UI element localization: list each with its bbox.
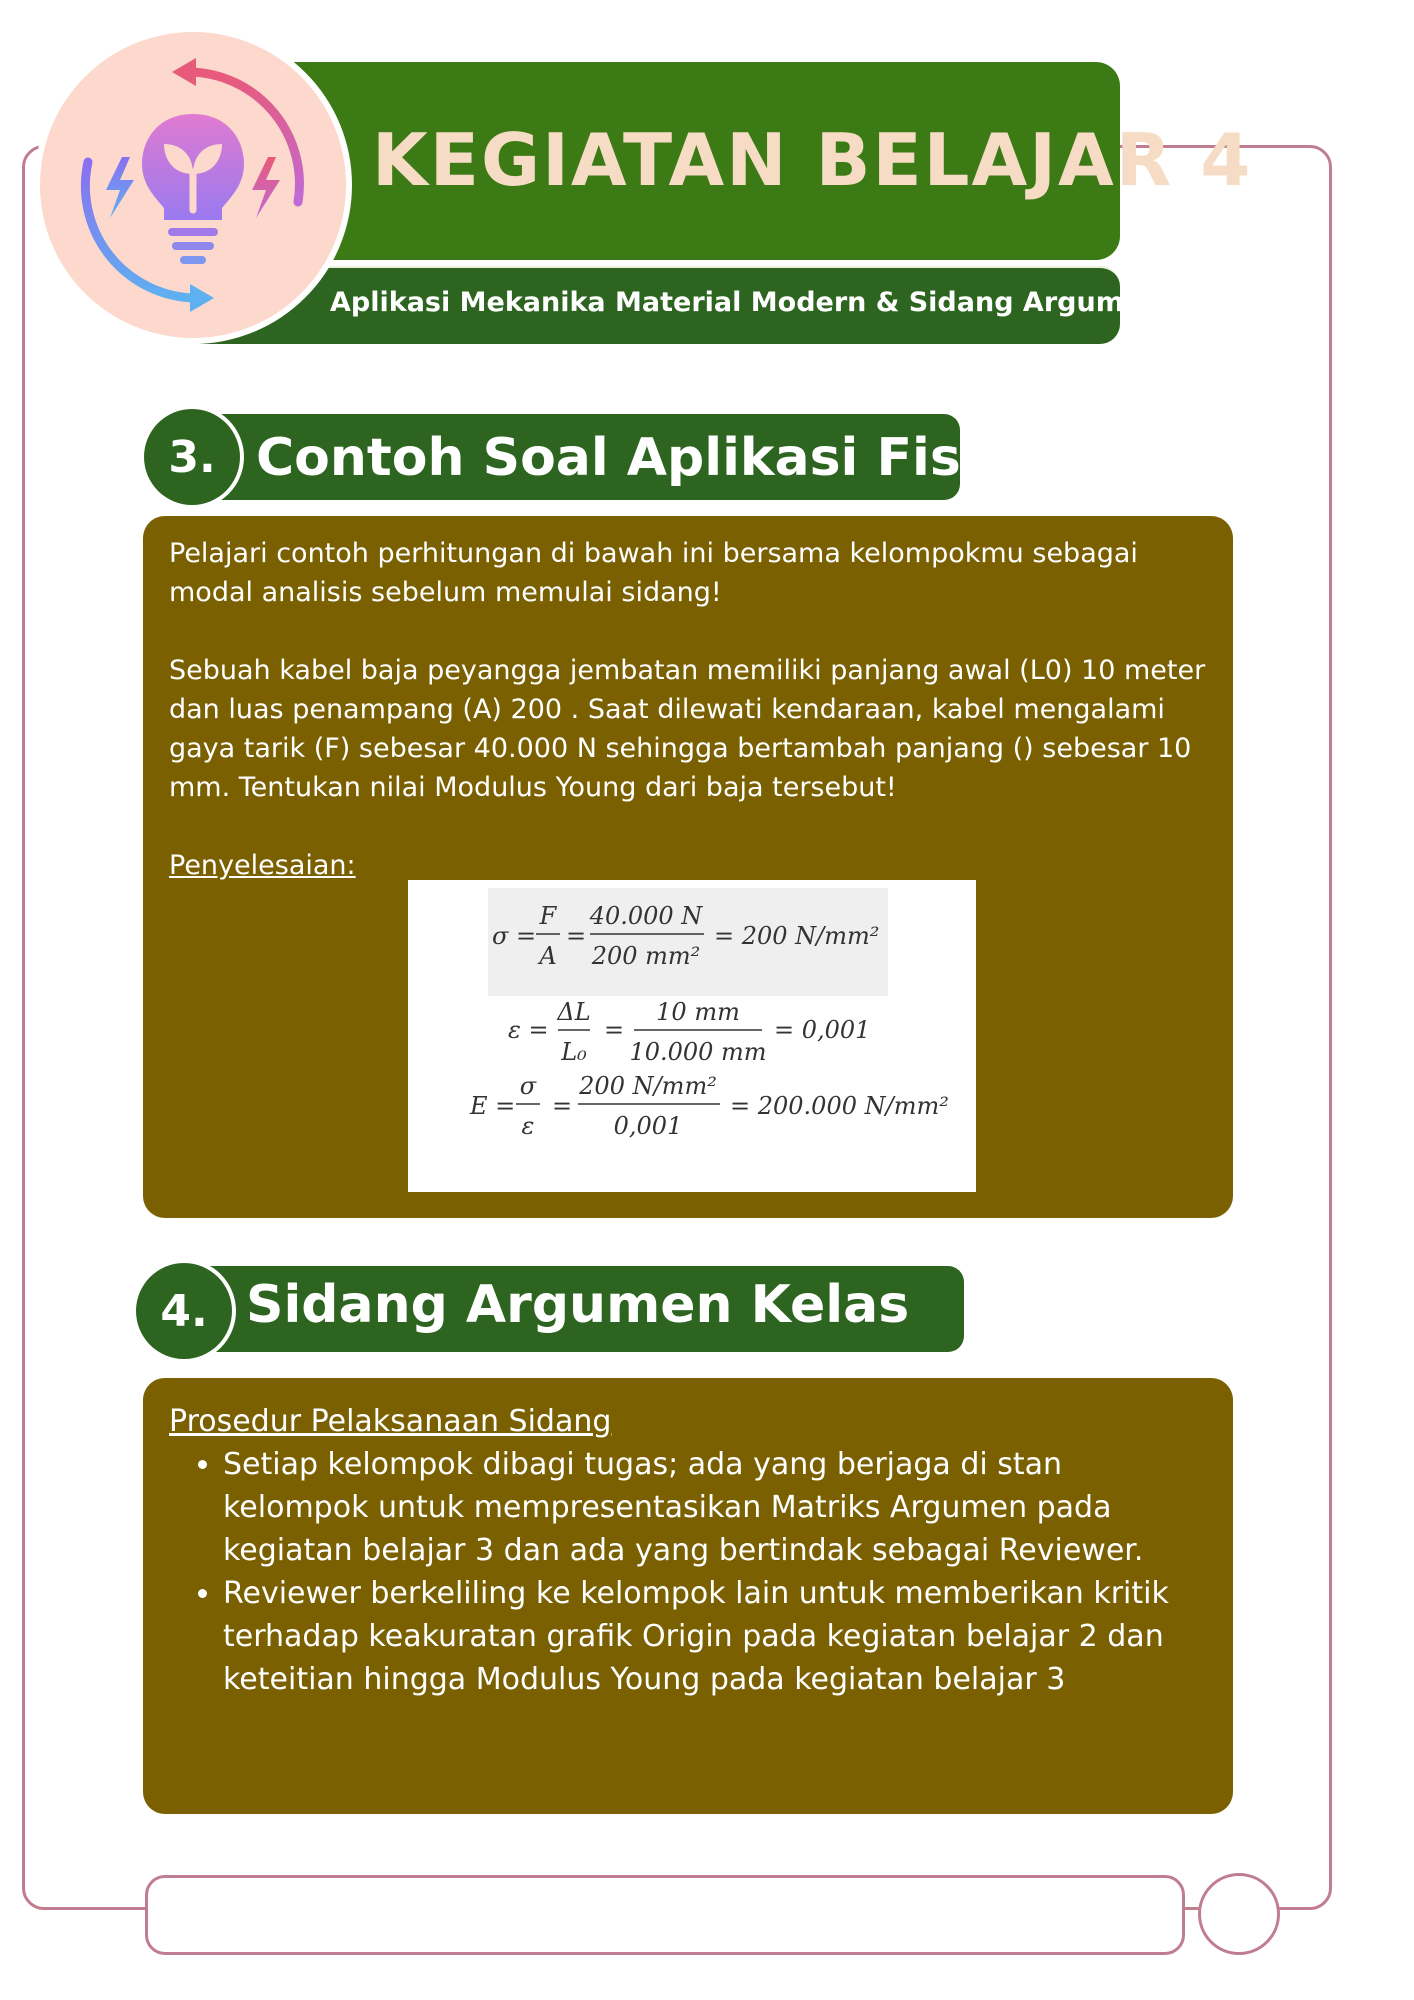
svg-text:=: = — [604, 1016, 625, 1044]
list-item: • Setiap kelompok dibagi tugas; ada yang berjaga di stan kelompok untuk mempresentasikan Matriks Argumen pada kegiatan belajar 3 dan ada yang bertindak sebagai Reviewer. — [223, 1443, 1207, 1572]
section-3-number: 3. — [144, 409, 240, 505]
strain-lhs: ε = — [508, 1016, 549, 1044]
procedure-list — [169, 1443, 1207, 1701]
stress-f2-num: 40.000 N — [589, 902, 703, 930]
modulus-f2-num: 200 N/mm² — [579, 1072, 717, 1100]
modulus-lhs: E = — [470, 1092, 516, 1120]
solution-label: Penyelesaian: — [169, 850, 356, 881]
stress-f1-num: F — [539, 902, 557, 930]
solution-formula-panel — [408, 880, 976, 1192]
stress-result: = 200 N/mm² — [714, 922, 880, 950]
stress-f2-den: 200 mm² — [591, 942, 701, 970]
footer-page-circle — [1198, 1873, 1280, 1955]
section-4-content — [143, 1378, 1233, 1814]
svg-text:=: = — [552, 1092, 573, 1120]
section-4-title: Sidang Argumen Kelas — [246, 1275, 910, 1335]
modulus-result: = 200.000 N/mm² — [730, 1092, 949, 1120]
section-4-number: 4. — [136, 1263, 232, 1359]
modulus-f1-den: ε — [521, 1112, 535, 1140]
stress-lhs: σ = — [492, 922, 537, 950]
modulus-f2-den: 0,001 — [613, 1112, 683, 1140]
footer-bar — [145, 1875, 1185, 1955]
list-item: • Reviewer berkeliling ke kelompok lain untuk memberikan kritik terhadap keakuratan grafik Origin pada kegiatan belajar 2 dan keteitian hingga Modulus Young pada kegiatan belajar 3 — [223, 1572, 1207, 1701]
page-subtitle: Aplikasi Mekanika Material Modern & Sidang Argumen — [330, 287, 1162, 318]
stress-f1-den: A — [539, 942, 557, 970]
section-3-title: Contoh Soal Aplikasi Fisis — [256, 428, 1010, 488]
section-3-problem: Sebuah kabel baja peyangga jembatan memiliki panjang awal (L0) 10 meter dan luas penampang (A) 200 . Saat dilewati kendaraan, kabel mengalami gaya tarik (F) sebesar 40.000 N sehingga bertambah panjang () sebesar 10 mm. Tentukan nilai Modulus Young dari baja tersebut! — [169, 655, 1206, 803]
strain-f1-den: L₀ — [561, 1038, 587, 1066]
strain-result: = 0,001 — [774, 1016, 871, 1044]
svg-text:=: = — [566, 922, 587, 950]
strain-f1-num: ΔL — [557, 998, 591, 1026]
strain-f2-num: 10 mm — [656, 998, 740, 1026]
procedure-label: Prosedur Pelaksanaan Sidang — [169, 1404, 612, 1439]
modulus-f1-num: σ — [519, 1072, 537, 1100]
section-3-intro: Pelajari contoh perhitungan di bawah ini bersama kelompokmu sebagai modal analisis sebelum memulai sidang! — [169, 538, 1138, 608]
page-title: KEGIATAN BELAJAR 4 — [372, 118, 1253, 202]
strain-f2-den: 10.000 mm — [629, 1038, 767, 1066]
lightbulb-plant-cycle-icon — [40, 32, 346, 338]
